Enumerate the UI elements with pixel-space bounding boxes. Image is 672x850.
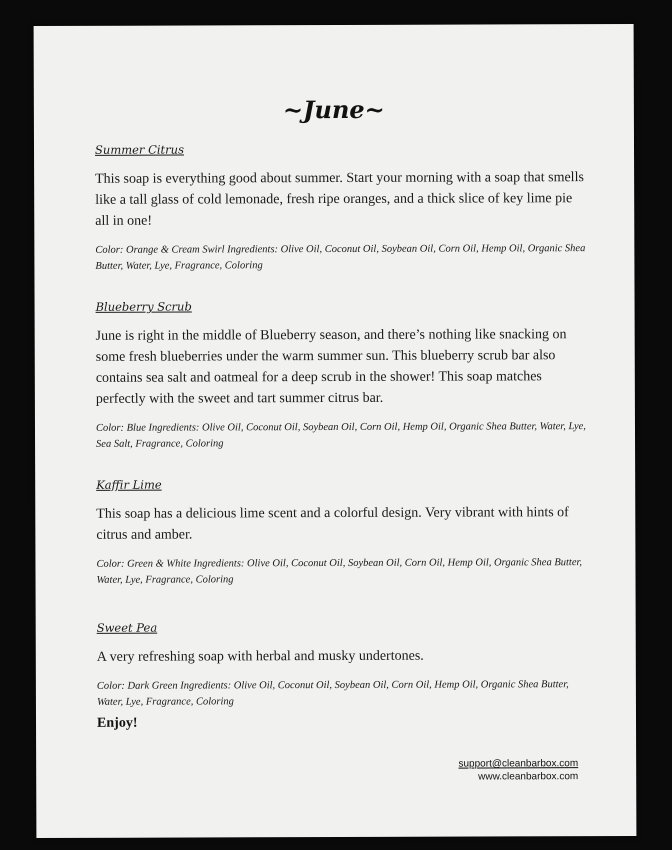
website-url: www.cleanbarbox.com: [478, 771, 579, 783]
soap-description: A very refreshing soap with herbal and musky undertones.: [96, 648, 424, 665]
soap-ingredients: Color: Blue Ingredients: Olive Oil, Coconut Oil, Soybean Oil, Corn Oil, Hemp Oil, Organic Shea Butter, Water, Lye, Sea Salt, Fragrance, Coloring: [95, 421, 586, 450]
soap-description: This soap is everything good about summer. Start your morning with a soap that smells like a tall glass of cold lemonade, fresh ripe oranges, and a thick slice of key lime pie all in one!: [95, 170, 584, 229]
soap-name: Summer Citrus: [94, 142, 185, 157]
support-email: support@cleanbarbox.com: [458, 758, 579, 770]
soap-section-blueberry-scrub: [96, 298, 587, 453]
soap-description: June is right in the middle of Blueberry season, and there’s nothing like snacking on some fresh blueberries under the warm summer sun. This blueberry scrub bar also contains sea salt and oatmeal for a deep scrub in the shower! This soap matches perfectly with the sweet and tart summer citrus bar.: [95, 327, 567, 407]
soap-section-sweet-pea: [97, 619, 587, 711]
soap-ingredients: Color: Green & White Ingredients: Olive Oil, Coconut Oil, Soybean Oil, Corn Oil, Hemp Oil, Organic Shea Butter, Water, Lye, Fragrance, Coloring: [96, 557, 583, 586]
soap-ingredients: Color: Dark Green Ingredients: Olive Oil, Coconut Oil, Soybean Oil, Corn Oil, Hemp Oil, Organic Shea Butter, Water, Lye, Fragrance, Coloring: [96, 679, 569, 708]
paper-sheet: [34, 24, 637, 838]
closing-text: Enjoy!: [96, 715, 138, 731]
soap-name: Sweet Pea: [96, 620, 158, 635]
soap-section-kaffir-lime: [96, 476, 586, 589]
soap-description: This soap has a delicious lime scent and a colorful design. Very vibrant with hints of citrus and amber.: [96, 505, 569, 543]
page-title: ~June~: [282, 94, 385, 125]
contact-block: [458, 757, 578, 783]
soap-section-summer-citrus: [95, 141, 585, 275]
soap-name: Blueberry Scrub: [95, 299, 192, 314]
soap-ingredients: Color: Orange & Cream Swirl Ingredients: Olive Oil, Coconut Oil, Soybean Oil, Corn Oil, Hemp Oil, Organic Shea Butter, Water, Lye, Fragrance, Coloring: [95, 243, 586, 272]
soap-name: Kaffir Lime: [96, 477, 162, 492]
